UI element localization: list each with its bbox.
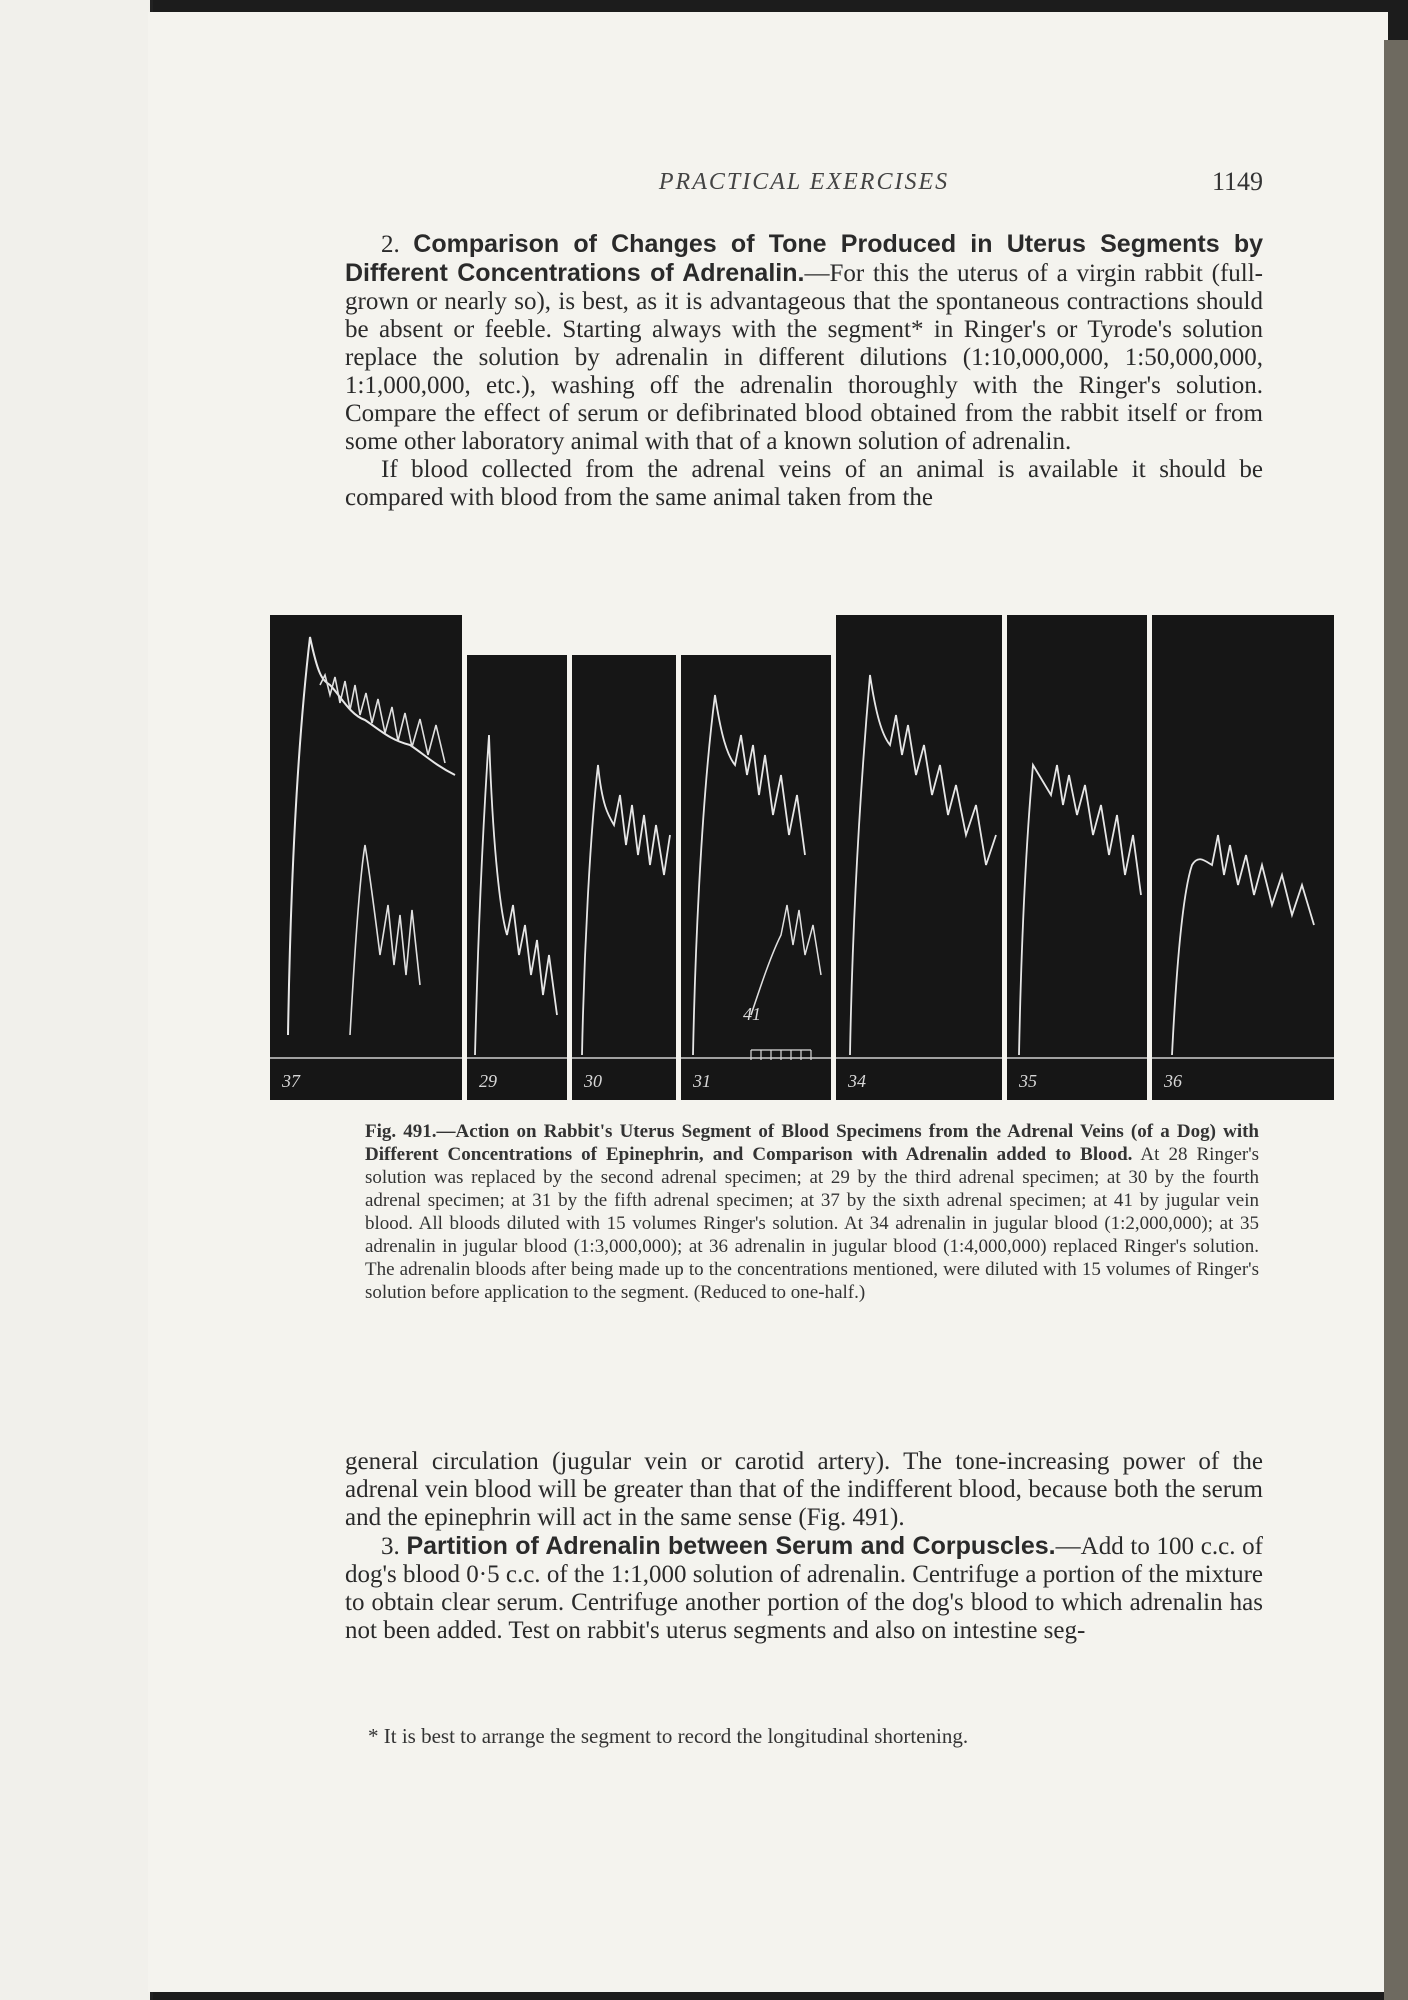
panel-label-30: 30 (584, 1071, 602, 1091)
trace-30 (572, 655, 676, 1100)
inset-label-41: 41 (743, 1004, 761, 1024)
panel-label-37: 37 (282, 1071, 300, 1091)
trace-37 (270, 615, 462, 1100)
trace-29 (467, 655, 567, 1100)
right-page-edge (1384, 40, 1408, 2000)
section-2-title: Comparison of Changes of Tone Produced in Uterus Segments by Different Concentrations of Adrenalin. (345, 230, 1263, 287)
panel-label-35: 35 (1019, 1071, 1037, 1091)
section-2-body: —For this the uterus of a virgin rabbit (full-grown or nearly so), is best, as it is advantageous that the spontaneous contractions should be absent or feeble. Starting always with the segment* in Ringer's or Tyrode's solution replace the solution by adrenalin in different dilutions (1:10,000,000, 1:50,000,000, 1:1,000,000, etc.), washing off the adrenalin thoroughly with the Ringer's solution. Compare the effect of serum or defibrinated blood obtained from the rabbit itself or from some other laboratory animal with that of a known solution of adrenalin. (345, 260, 1263, 455)
panel-label-31: 31 (693, 1071, 711, 1091)
trace-panel-31 (681, 655, 831, 1100)
section-3-number: 3. (381, 1533, 400, 1560)
panel-label-29: 29 (479, 1071, 497, 1091)
trace-34 (836, 615, 1002, 1100)
trace-panel-29 (467, 655, 567, 1100)
kymograph-figure (270, 615, 1334, 1100)
section-2-number: 2. (381, 231, 400, 258)
continuation-paragraph: general circulation (jugular vein or carotid artery). The tone-increasing power of the adrenal vein blood will be greater than that of the indifferent blood, because both the serum and the epinephrin will act in the same sense (Fig. 491). (345, 1448, 1263, 1531)
trace-panel-30 (572, 655, 676, 1100)
trace-35 (1007, 615, 1147, 1100)
page-number: 1149 (1211, 167, 1263, 196)
section-3-paragraph (345, 1532, 1263, 1645)
trace-panel-34 (836, 615, 1002, 1100)
panel-label-34: 34 (848, 1071, 866, 1091)
panel-label-36: 36 (1164, 1071, 1182, 1091)
section-2-paragraph (345, 230, 1263, 456)
trace-31 (681, 655, 831, 1100)
trace-panel-35 (1007, 615, 1147, 1100)
running-title: PRACTICAL EXERCISES (658, 169, 950, 195)
section-2-paragraph-2: If blood collected from the adrenal veins of an animal is available it should be compared with blood from the same animal taken from the (345, 456, 1263, 511)
section-3-body: —Add to 100 c.c. of dog's blood 0·5 c.c. of the 1:1,000 solution of adrenalin. Centrifuge a portion of the mixture to obtain clear serum. Centrifuge another portion of the dog's blood to which adrenalin has not been added. Test on rabbit's uterus segments and also on intestine seg- (345, 1533, 1263, 1644)
caption-body: At 28 Ringer's solution was replaced by the second adrenal specimen; at 29 by the third adrenal specimen; at 30 by the fourth adrenal specimen; at 31 by the fifth adrenal specimen; at 37 by the sixth adrenal specimen; at 41 by jugular vein blood. All bloods diluted with 15 volumes Ringer's solution. At 34 adrenalin in jugular blood (1:2,000,000); at 35 adrenalin in jugular blood (1:3,000,000); at 36 adrenalin in jugular blood (1:4,000,000) replaced Ringer's solution. The adrenalin bloods after being made up to the concentrations mentioned, were diluted with 15 volumes of Ringer's solution before application to the segment. (Reduced to one-half.) (365, 1144, 1260, 1303)
footnote: * It is best to arrange the segment to record the longitudinal shortening. (368, 1724, 969, 1748)
section-3-title: Partition of Adrenalin between Serum and Corpuscles. (406, 1532, 1056, 1560)
continuation-text (345, 1448, 1263, 1645)
trace-panel-36 (1152, 615, 1334, 1100)
caption-lead: Fig. 491.—Action on Rabbit's Uterus Segment of Blood Specimens from the Adrenal Veins (of a Dog) with Different Concentrations of Epinephrin, and Comparison with Adrenalin added to Blood. (365, 1121, 1259, 1165)
left-page-edge (0, 0, 153, 2000)
figure-caption (365, 1120, 1259, 1304)
running-head (345, 168, 1263, 208)
main-text (345, 168, 1263, 512)
trace-panel-37 (270, 615, 462, 1100)
trace-36 (1152, 615, 1334, 1100)
